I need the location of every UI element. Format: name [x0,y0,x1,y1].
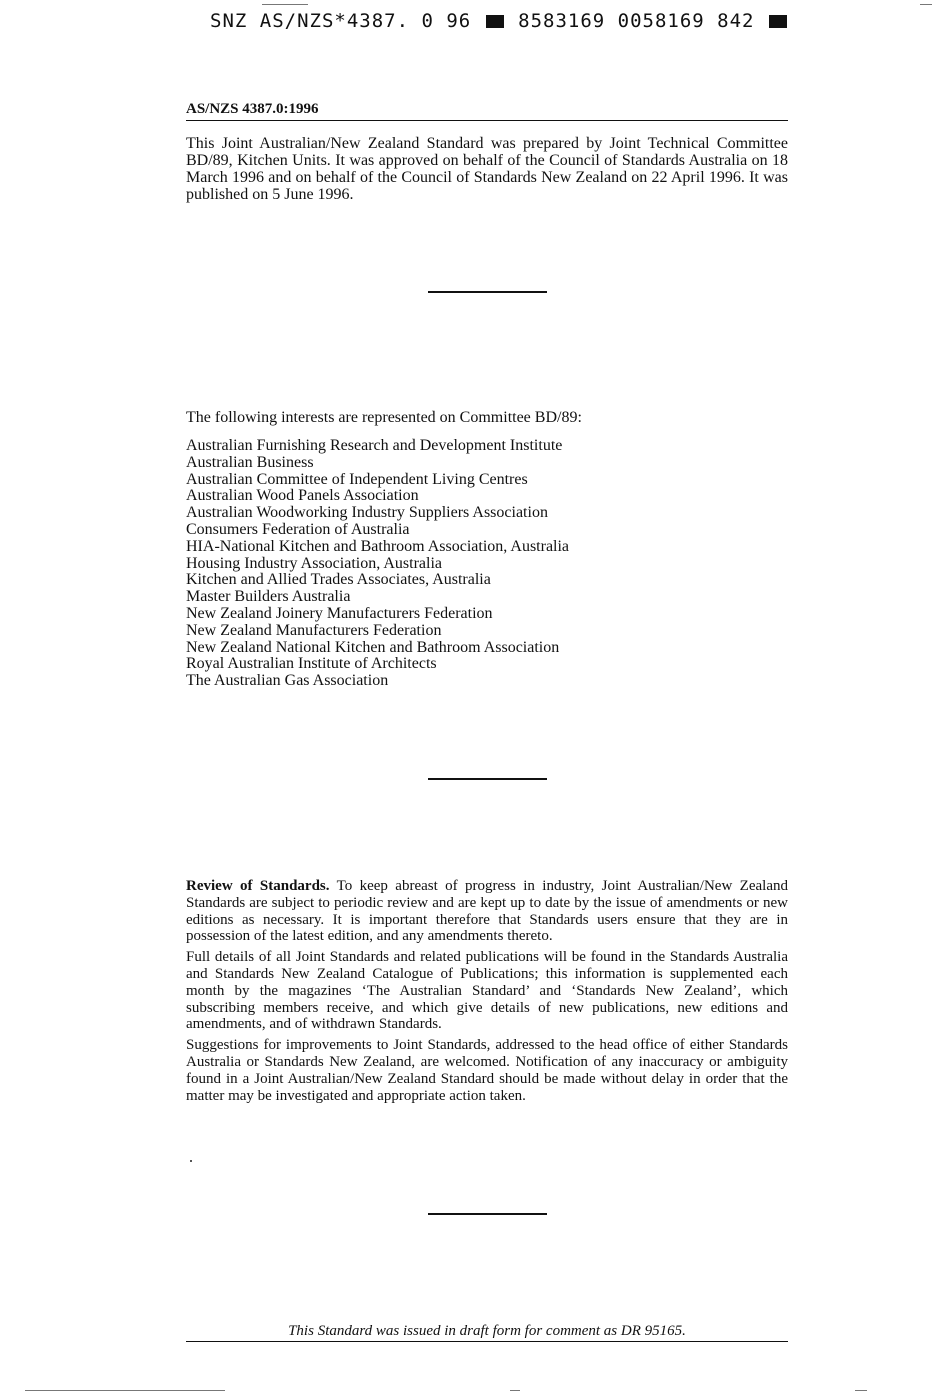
list-item: Australian Woodworking Industry Suppliers Association [186,504,548,522]
section-divider [428,1213,547,1215]
list-item: Master Builders Australia [186,588,351,606]
barcode-block [769,15,787,28]
list-item: The Australian Gas Association [186,672,389,690]
list-item: Kitchen and Allied Trades Associates, Australia [186,571,491,589]
standard-number-header [186,101,788,121]
committee-intro: The following interests are represented on Committee BD/89: [186,409,582,426]
list-item: Australian Committee of Independent Living Centres [186,470,528,488]
committee-member-list [186,438,569,690]
list-item: New Zealand Manufacturers Federation [186,621,442,639]
list-item: Housing Industry Association, Australia [186,554,442,572]
scan-mark [920,4,932,5]
review-paragraph [186,878,788,945]
preparation-note: This Joint Australian/New Zealand Standard was prepared by Joint Technical Committee BD/89, Kitchen Units. It was approved on behalf of the Council of Standards Australia on 18 March 1996 and on behalf of the Council of Standards New Zealand on 22 April 1996. It was published on 5 June 1996. [186,135,788,203]
review-text: To keep abreast of progress in industry, Joint Australian/New Zealand Standards are subject to periodic review and are kept up to date by the issue of amendments or new editions as necessary. It is important therefore that Standards users ensure that they are in possession of the latest edition, and any amendments thereto. [186,878,788,945]
list-item: Australian Furnishing Research and Development Institute [186,437,563,454]
section-divider [428,778,547,780]
list-item: New Zealand National Kitchen and Bathroom Association [186,638,560,656]
barcode-block [486,15,504,28]
scan-header-prefix: SNZ AS/NZS*4387. 0 96 [210,10,472,32]
review-section [186,878,788,1108]
standard-number: AS/NZS 4387.0:1996 [186,101,319,117]
list-item: New Zealand Joinery Manufacturers Federation [186,604,493,622]
scan-header [210,10,789,32]
scan-mark [25,1390,225,1391]
scan-mark [510,1390,520,1391]
draft-note: This Standard was issued in draft form for comment as DR 95165. [288,1323,686,1339]
section-divider [428,291,547,293]
list-item: Consumers Federation of Australia [186,520,410,538]
review-heading: Review of Standards. [186,878,330,894]
list-item: Royal Australian Institute of Architects [186,655,437,673]
draft-note-footer [186,1323,788,1342]
list-item: Australian Business [186,453,314,471]
list-item: Australian Wood Panels Association [186,487,419,505]
review-paragraph: Suggestions for improvements to Joint Standards, addressed to the head office of either Standards Australia or Standards New Zealand, are welcomed. Notification of any inaccuracy or ambiguity found in a Joint Australian/New Zealand Standard should be made without delay in order that the matter may be investigated and appropriate action taken. [186,1037,788,1104]
scan-mark [855,1390,867,1391]
review-paragraph: Full details of all Joint Standards and related publications will be found in the Standards Australia and Standards New Zealand Catalogue of Publications; this information is supplemented each month by the magazines ‘The Australian Standard’ and ‘Standards New Zealand’, which subscribing members receive, and which give details of new publications, new editions and amendments, and of withdrawn Standards. [186,949,788,1033]
scan-header-code: 8583169 0058169 842 [518,10,755,32]
scan-mark [262,4,308,5]
scan-speck [190,1160,192,1162]
list-item: HIA-National Kitchen and Bathroom Association, Australia [186,537,570,555]
